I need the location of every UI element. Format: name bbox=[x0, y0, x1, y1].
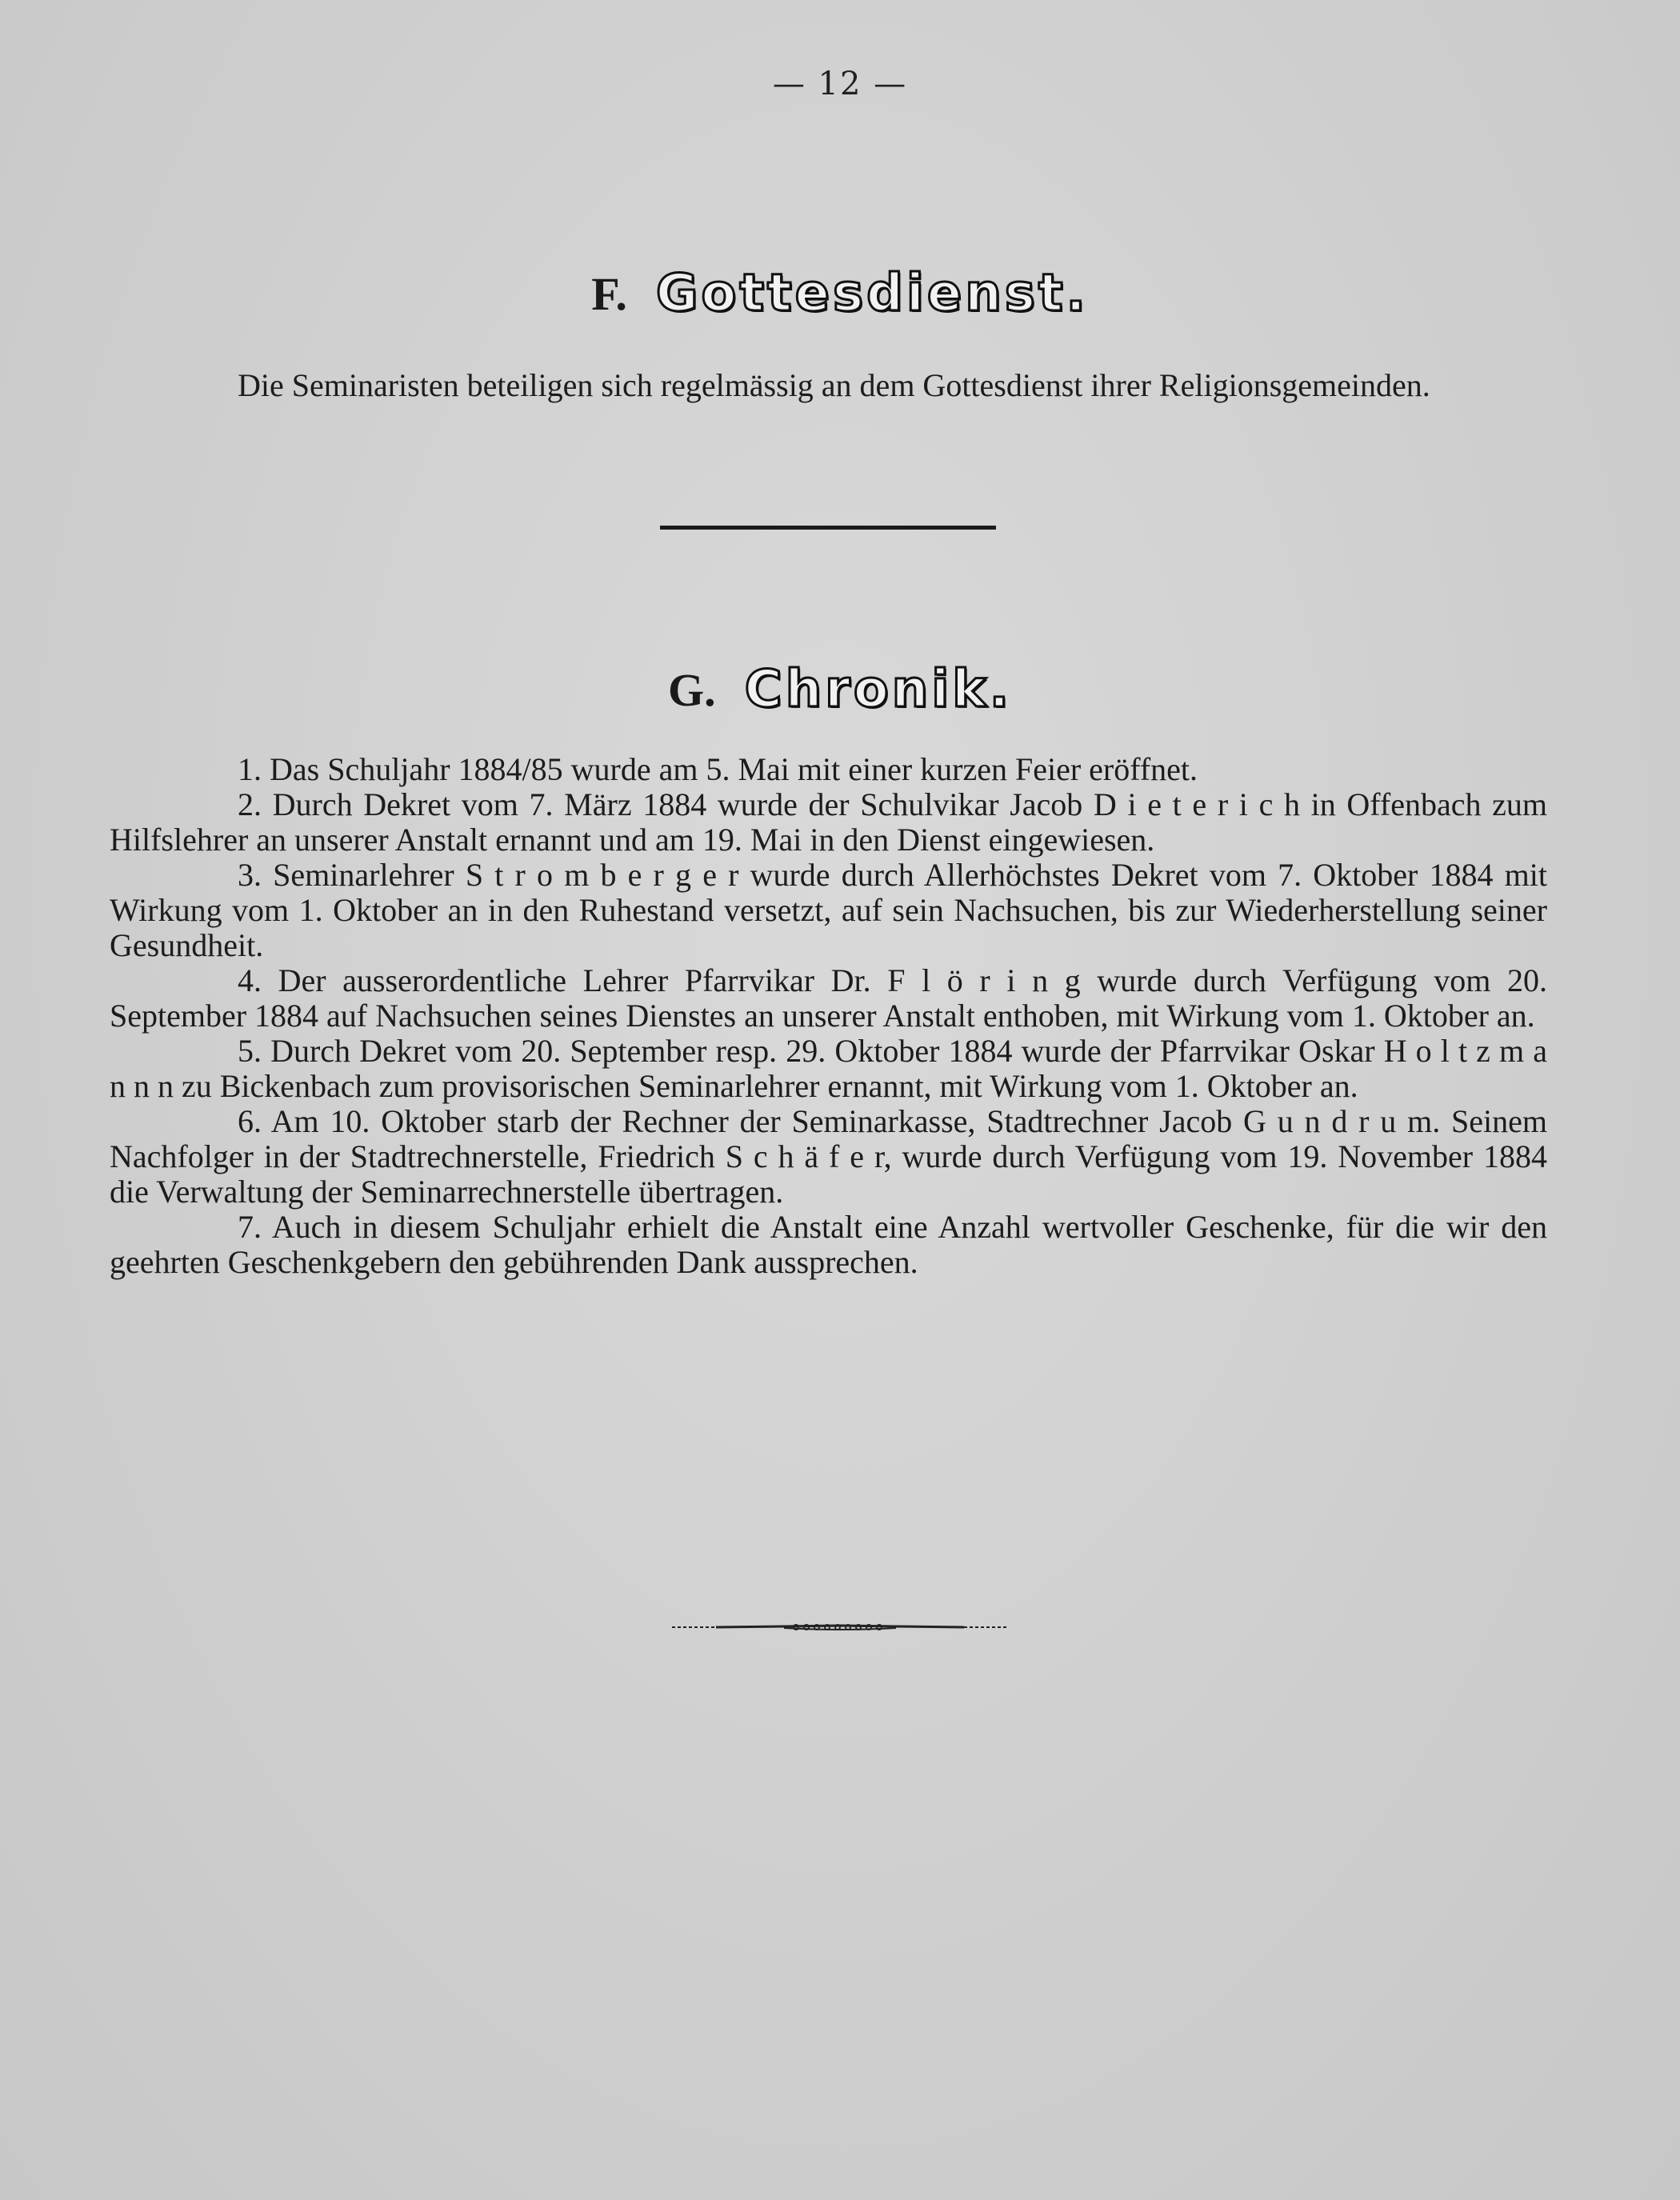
section-title: Gottesdienst. bbox=[655, 264, 1089, 323]
section-heading-gottesdienst bbox=[0, 264, 1680, 323]
section-letter: F. bbox=[591, 267, 627, 320]
chronik-item: 2. Durch Dekret vom 7. März 1884 wurde der Schulvikar Jacob D i e t e r i c h in Offenbach zum Hilfslehrer an unserer Anstalt ernannt und am 19. Mai in den Dienst eingewiesen. bbox=[110, 786, 1547, 858]
section-letter: G. bbox=[667, 663, 716, 716]
section-title: Chronik. bbox=[744, 660, 1013, 719]
section-heading-chronik bbox=[0, 660, 1680, 719]
page-number: — 12 — bbox=[772, 66, 908, 102]
chronik-item: 6. Am 10. Oktober starb der Rechner der Seminarkasse, Stadtrechner Jacob G u n d r u m. Seinem Nachfolger in der Stadtrechnerstelle, Friedrich S c h ä f e r, wurde durch Verfügung vom 19. November 1884 die Verwaltung der Seminarrechnerstelle übertragen. bbox=[110, 1103, 1547, 1210]
chronik-item: 1. Das Schuljahr 1884/85 wurde am 5. Mai mit einer kurzen Feier eröffnet. bbox=[238, 751, 1198, 787]
section-divider bbox=[660, 526, 996, 530]
gottesdienst-text bbox=[110, 368, 1547, 403]
end-ornament bbox=[672, 1622, 1008, 1632]
chronik-item: 5. Durch Dekret vom 20. September resp. 29. Oktober 1884 wurde der Pfarrvikar Oskar H o l t z m a n n n zu Bickenbach zum provisorischen Seminarlehrer ernannt, mit Wirkung vom 1. Oktober an. bbox=[110, 1033, 1547, 1104]
chronik-item: 3. Seminarlehrer S t r o m b e r g e r wurde durch Allerhöchstes Dekret vom 7. Oktober 1884 mit Wirkung vom 1. Oktober an in den Ruhestand versetzt, auf sein Nachsuchen, bis zur Wiederherstellung seiner Gesundheit. bbox=[110, 857, 1547, 963]
paragraph: Die Seminaristen beteiligen sich regelmässig an dem Gottesdienst ihrer Religionsgemeinden. bbox=[238, 367, 1430, 403]
chronik-list bbox=[110, 752, 1547, 1280]
chronik-item: 7. Auch in diesem Schuljahr erhielt die Anstalt eine Anzahl wertvoller Geschenke, für die wir den geehrten Geschenkgebern den gebührenden Dank aussprechen. bbox=[110, 1209, 1547, 1280]
chronik-item: 4. Der ausserordentliche Lehrer Pfarrvikar Dr. F l ö r i n g wurde durch Verfügung vom 20. September 1884 auf Nachsuchen seines Dienstes an unserer Anstalt enthoben, mit Wirkung vom 1. Oktober an. bbox=[110, 962, 1547, 1034]
